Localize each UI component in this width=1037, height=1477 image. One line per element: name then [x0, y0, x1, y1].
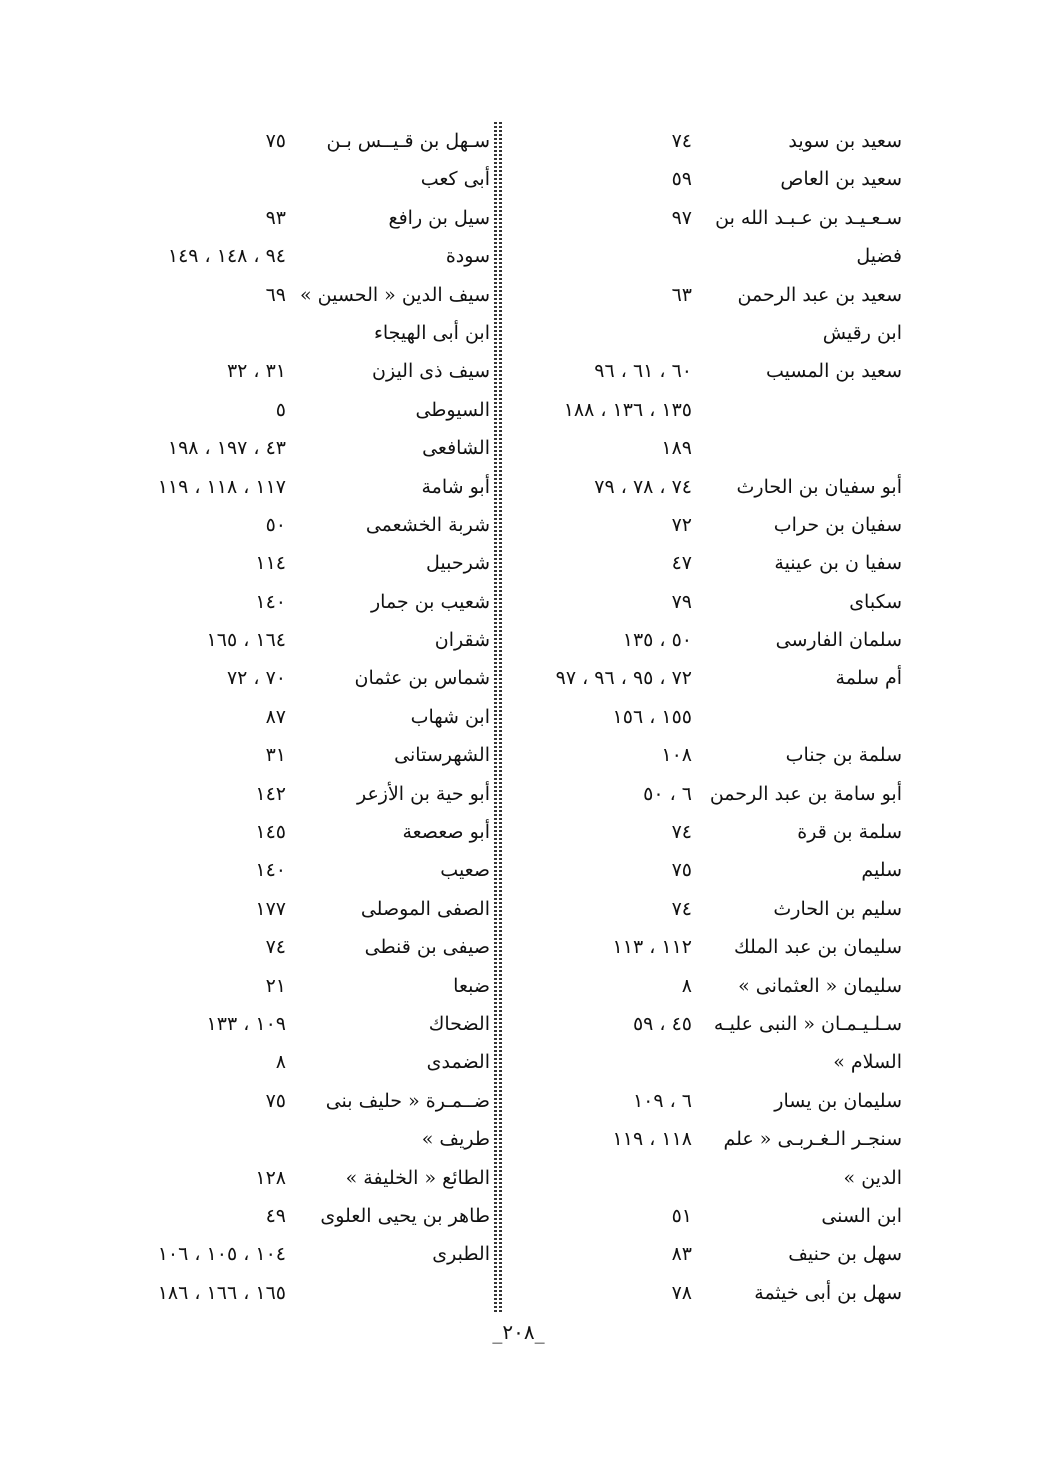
- column-divider: [494, 122, 504, 1312]
- entry-name: أبو سفيان بن الحارث: [736, 475, 902, 498]
- index-entry: [510, 583, 902, 621]
- entry-pages: ١١٤: [255, 552, 286, 575]
- entry-name: السيوطى: [415, 398, 490, 421]
- entry-name: سـلـيـمـان « النبى عليـه: [713, 1012, 902, 1035]
- entry-pages: ٨: [681, 974, 692, 997]
- entry-pages: ٩٣: [265, 206, 286, 229]
- index-entry: [510, 199, 902, 237]
- entry-name: شعيب بن جمار: [370, 590, 490, 613]
- entry-name: سعيد بن سويد: [788, 130, 902, 152]
- entry-pages: ٧٤: [671, 130, 692, 152]
- index-entry: [510, 1235, 902, 1273]
- entry-pages: ٥٩: [671, 168, 692, 191]
- entry-name: سعيد بن عبد الرحمن: [737, 283, 902, 306]
- entry-name: الطبرى: [432, 1243, 490, 1266]
- entry-pages: ٧٢: [671, 513, 692, 536]
- entry-pages: ٤٩: [265, 1204, 286, 1227]
- entry-name: ضبعا: [453, 974, 490, 997]
- entry-name: شرحبيل: [425, 552, 490, 575]
- entry-pages: ١٦٤ ، ١٦٥: [206, 629, 286, 652]
- index-entry: [510, 851, 902, 889]
- entry-name: سعيد بن العاص: [780, 168, 902, 191]
- entry-pages: ١٤٥: [255, 821, 286, 844]
- entry-name: الضحاك: [428, 1012, 490, 1035]
- index-entry: [120, 659, 490, 697]
- index-entry: [510, 1197, 902, 1235]
- index-entry: [120, 1159, 490, 1197]
- index-entry: [120, 890, 490, 928]
- index-entry: [510, 621, 902, 659]
- entry-name: أبو صعصعة: [402, 821, 490, 844]
- entry-pages: ٧٤: [671, 821, 692, 844]
- entry-name: أبو شامة: [421, 475, 490, 498]
- entry-name: شقران: [434, 629, 490, 652]
- entry-pages: ١٣٥ ، ١٣٦ ، ١٨٨: [563, 398, 692, 421]
- index-entry: [510, 506, 902, 544]
- entry-pages: ٣١ ، ٣٢: [226, 360, 286, 383]
- entry-pages: ١٥٥ ، ١٥٦: [612, 705, 692, 728]
- entry-pages: ١٠٨: [661, 744, 692, 767]
- entry-name: شربة الخشعمى: [365, 513, 490, 536]
- index-column-left: [120, 122, 490, 1312]
- index-entry: [510, 237, 902, 275]
- index-entry: [510, 352, 902, 390]
- index-entry: [120, 813, 490, 851]
- entry-name: الشافعى: [422, 437, 490, 460]
- entry-pages: ١٦٥ ، ١٦٦ ، ١٨٦: [157, 1281, 286, 1304]
- index-entry: [120, 237, 490, 275]
- entry-name: سيل بن رافع: [388, 206, 490, 229]
- entry-pages: ٢١: [265, 974, 286, 997]
- entry-pages: ٧٥: [671, 859, 692, 882]
- index-entry: [120, 775, 490, 813]
- entry-name: سكباى: [849, 590, 902, 613]
- entry-name: طاهر بن يحيى العلوى: [320, 1204, 490, 1227]
- entry-pages: ٨: [275, 1051, 286, 1074]
- entry-name: فضيل: [856, 245, 902, 268]
- index-entry: [120, 122, 490, 160]
- index-entry: [120, 160, 490, 198]
- entry-name: سودة: [445, 245, 490, 268]
- entry-name: الطائع « الخليفة »: [345, 1166, 490, 1189]
- index-entry: [510, 122, 902, 160]
- entry-pages: ٤٥ ، ٥٩: [632, 1012, 692, 1035]
- entry-pages: ١٠٤ ، ١٠٥ ، ١٠٦: [157, 1243, 286, 1266]
- index-entry: [510, 160, 902, 198]
- entry-name: ابن شهاب: [410, 705, 490, 728]
- entry-pages: ٩٤ ، ١٤٨ ، ١٤٩: [167, 245, 286, 268]
- index-entry: [120, 1005, 490, 1043]
- index-entry: [510, 659, 902, 697]
- entry-pages: ٦ ، ٥٠: [643, 782, 692, 805]
- entry-name: أم سلمة: [835, 667, 902, 690]
- entry-name: سعيد بن المسيب: [765, 360, 902, 383]
- entry-name: سـعـيـد بن عـبـد الله بن: [715, 206, 902, 229]
- entry-name: سفيان بن حراب: [773, 513, 902, 536]
- entry-pages: ٤٧: [671, 552, 692, 575]
- entry-pages: ٤٣ ، ١٩٧ ، ١٩٨: [167, 437, 286, 460]
- index-entry: [510, 468, 902, 506]
- entry-name: سليم: [861, 859, 902, 882]
- entry-name: ابن أبى الهيجاء: [373, 321, 490, 344]
- index-entry: [120, 544, 490, 582]
- entry-pages: ٧٨: [671, 1281, 692, 1304]
- index-entry: [510, 1082, 902, 1120]
- index-entry: [120, 276, 490, 314]
- entry-name: سليمان بن عبد الملك: [734, 936, 902, 959]
- entry-name: الضمدى: [426, 1051, 490, 1074]
- entry-name: سلمة بن جناب: [785, 744, 902, 767]
- entry-name: ضــمـرة « حليف بنى: [325, 1089, 490, 1112]
- index-entry: [120, 468, 490, 506]
- index-entry: [120, 314, 490, 352]
- entry-pages: ٦٩: [265, 283, 286, 306]
- entry-name: السلام »: [833, 1051, 902, 1074]
- entry-name: صيفى بن قنطى: [364, 936, 490, 959]
- index-entry: [120, 1082, 490, 1120]
- entry-pages: ١٤٢: [255, 782, 286, 805]
- entry-name: صعيب: [440, 859, 490, 882]
- entry-name: الشهرستانى: [394, 744, 490, 767]
- entry-pages: ١٤٠: [255, 590, 286, 613]
- index-entry: [510, 1274, 902, 1312]
- index-entry: [120, 698, 490, 736]
- entry-pages: ١٧٧: [255, 897, 286, 920]
- entry-name: سهل بن أبى خيثمة: [754, 1281, 902, 1304]
- entry-name: سيف الدين « الحسين »: [300, 283, 490, 306]
- entry-pages: ١٨٩: [661, 437, 692, 460]
- index-entry: [120, 391, 490, 429]
- index-entry: [120, 1043, 490, 1081]
- entry-pages: ٨٣: [671, 1243, 692, 1266]
- entry-pages: ٨٧: [265, 705, 286, 728]
- entry-name: سفيا ن بن عينية: [774, 552, 902, 575]
- entry-pages: ٥: [275, 398, 286, 421]
- index-entry: [510, 544, 902, 582]
- index-entry: [510, 928, 902, 966]
- entry-name: سنجـر الـغـربـى « علم: [723, 1128, 902, 1151]
- page-number: _٢٠٨_: [492, 1320, 545, 1344]
- index-entry: [120, 1120, 490, 1158]
- entry-name: سيف ذى اليزن: [372, 360, 490, 383]
- index-column-right: [510, 122, 902, 1312]
- entry-pages: ١٤٠: [255, 859, 286, 882]
- index-entry: [120, 1235, 490, 1273]
- entry-pages: ٦٣: [671, 283, 692, 306]
- entry-pages: ٧٤: [265, 936, 286, 959]
- entry-name: طريف »: [421, 1128, 490, 1151]
- entry-pages: ٥٠ ، ١٣٥: [622, 629, 692, 652]
- entry-pages: ٥١: [671, 1204, 692, 1227]
- entry-name: أبو حية بن الأزعر: [356, 782, 490, 805]
- index-entry: [510, 813, 902, 851]
- entry-pages: ١٠٩ ، ١٣٣: [206, 1012, 286, 1035]
- entry-name: أبى كعب: [420, 168, 490, 191]
- index-entry: [120, 967, 490, 1005]
- index-entry: [510, 276, 902, 314]
- index-entry: [120, 583, 490, 621]
- entry-pages: ٩٧: [671, 206, 692, 229]
- entry-pages: ١٢٨: [255, 1166, 286, 1189]
- index-entry: [510, 967, 902, 1005]
- index-entry: [120, 506, 490, 544]
- index-entry: [510, 890, 902, 928]
- entry-name: سلمة بن قرة: [797, 821, 902, 844]
- index-entry: [120, 621, 490, 659]
- entry-name: شماس بن عثمان: [354, 667, 490, 690]
- index-entry: [120, 199, 490, 237]
- index-entry: [510, 775, 902, 813]
- entry-pages: ١١٢ ، ١١٣: [612, 936, 692, 959]
- index-entry: [120, 1197, 490, 1235]
- entry-pages: ٥٠: [265, 513, 286, 536]
- entry-name: سليمان « العثمانى »: [738, 974, 902, 997]
- index-entry: [510, 1043, 902, 1081]
- entry-pages: ٣١: [265, 744, 286, 767]
- entry-name: الصفى الموصلى: [360, 897, 490, 920]
- index-entry: [120, 928, 490, 966]
- index-entry: [510, 698, 902, 736]
- entry-pages: ٧٥: [265, 130, 286, 152]
- index-entry: [510, 429, 902, 467]
- entry-pages: ٧٤: [671, 897, 692, 920]
- entry-name: سلمان الفارسى: [775, 629, 902, 652]
- entry-pages: ٧٤ ، ٧٨ ، ٧٩: [594, 475, 692, 498]
- entry-pages: ٦ ، ١٠٩: [632, 1089, 692, 1112]
- entry-name: سليمان بن يسار: [774, 1089, 902, 1112]
- index-entry: [510, 736, 902, 774]
- index-entry: [120, 1274, 490, 1312]
- index-entry: [510, 314, 902, 352]
- index-entry: [510, 1159, 902, 1197]
- entry-name: أبو سامة بن عبد الرحمن: [709, 782, 902, 805]
- index-entry: [120, 736, 490, 774]
- entry-pages: ٧٢ ، ٩٥ ، ٩٦ ، ٩٧: [555, 667, 692, 690]
- entry-name: سليم بن الحارث: [773, 897, 902, 920]
- entry-name: الدين »: [843, 1166, 902, 1189]
- index-entry: [120, 352, 490, 390]
- entry-pages: ٧٩: [671, 590, 692, 613]
- entry-name: سهل بن حنيف: [788, 1243, 902, 1266]
- index-entry: [510, 1120, 902, 1158]
- index-entry: [120, 429, 490, 467]
- entry-name: ابن السنى: [821, 1204, 902, 1227]
- entry-pages: ١١٨ ، ١١٩: [612, 1128, 692, 1151]
- entry-pages: ١١٧ ، ١١٨ ، ١١٩: [157, 475, 286, 498]
- entry-pages: ٧٥: [265, 1089, 286, 1112]
- index-entry: [510, 1005, 902, 1043]
- entry-name: ابن رقيش: [822, 321, 902, 344]
- entry-name: سـهل بن قـيــس بـن: [326, 130, 490, 152]
- index-entry: [510, 391, 902, 429]
- index-entry: [120, 851, 490, 889]
- entry-pages: ٧٠ ، ٧٢: [226, 667, 286, 690]
- entry-pages: ٦٠ ، ٦١ ، ٩٦: [594, 360, 692, 383]
